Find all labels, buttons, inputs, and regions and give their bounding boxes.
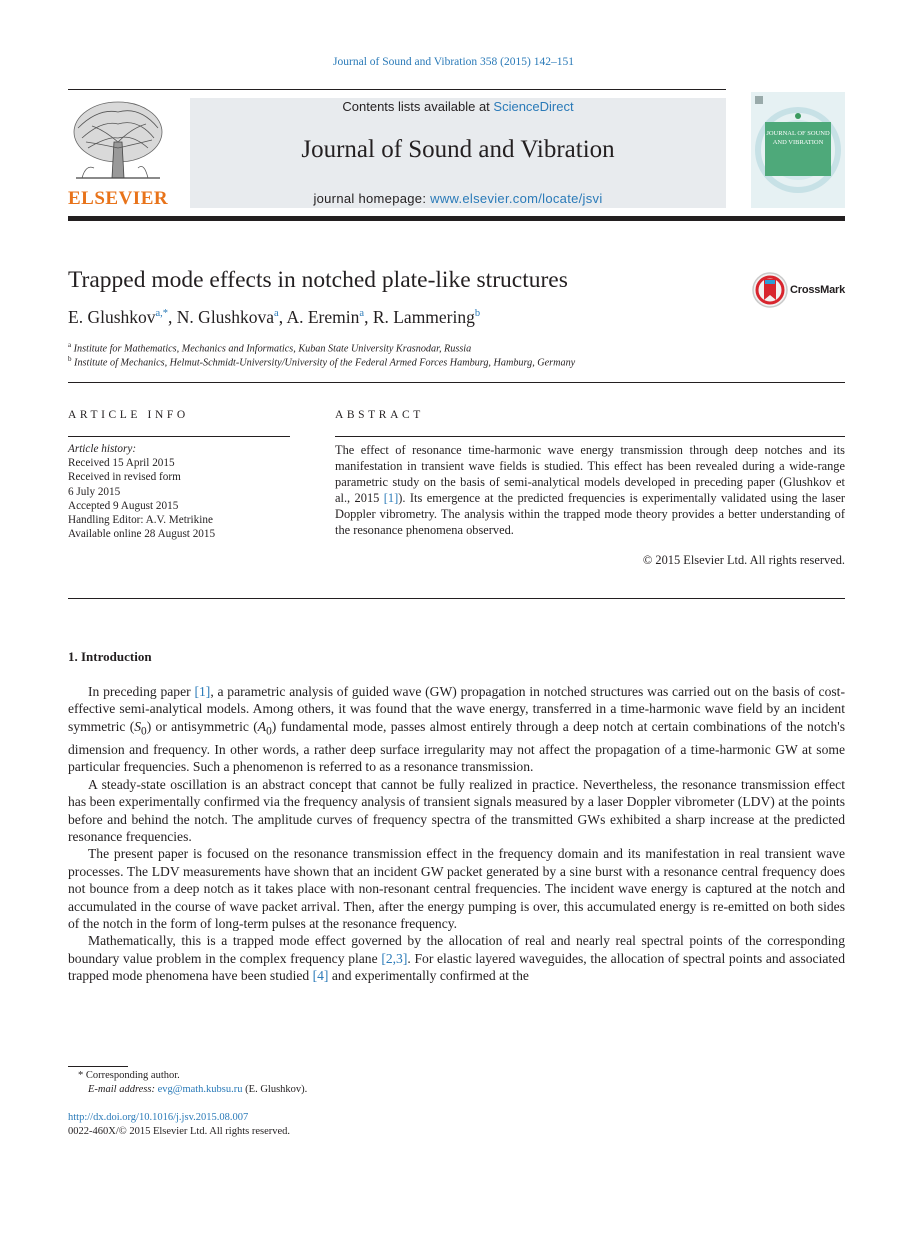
- history-item: Available online 28 August 2015: [68, 528, 216, 541]
- crossmark-icon: [752, 272, 788, 308]
- email-link[interactable]: evg@math.kubsu.ru: [157, 1084, 243, 1095]
- author-affiliation-mark[interactable]: a: [274, 308, 279, 320]
- paragraph: The present paper is focused on the resonance transmission effect in the frequency domain and its manifestation in real transient wave processes. The LDV measurements have shown that an incident GW packet generated by a sine burst with a resonance central frequency does not bounce from a deep notch as it takes place with non-resonant central frequencies. The incident wave energy is captured at the notch and accumulated in the course of wave packet arrival. Then, after the energy pumping is over, this accumulated energy is re-emitted on both sides of the notch in the form of long-term pulses at the resonance frequency.: [68, 846, 845, 931]
- author-name[interactable]: A. Eremin: [286, 307, 360, 327]
- article-info-rule: [68, 436, 290, 437]
- text-run: ) fundamental mode, passes almost entirely through a deep notch at certain combinations of the notch's dimension and frequency. In other words, a rather deep surface irregularity may not affect the propagation of a time-harmonic GW at some particular frequencies. Such a phenomenon is referred to as a resonance transmission.: [68, 718, 845, 775]
- reference-link-2-3[interactable]: [2,3]: [381, 950, 408, 966]
- section-heading-introduction: 1. Introduction: [68, 649, 152, 664]
- affiliation-text: Institute of Mechanics, Helmut-Schmidt-University/University of the Federal Armed Forces Hamburg, Hamburg, Germany: [74, 357, 576, 369]
- abstract-heading: ABSTRACT: [335, 409, 424, 421]
- history-item: Handling Editor: A.V. Metrikine: [68, 514, 213, 527]
- front-matter-end-rule: [68, 598, 845, 599]
- abstract-text-part: The effect of resonance time-harmonic wave energy transmission through deep notches and its manifestation in transient wave fields is studied. This effect has been revealed during a wide-range parametric study on the basis of semi-analytical models developed in preceding paper (Glushkov et al., 2015: [335, 443, 845, 505]
- abstract-body: [335, 442, 845, 538]
- sciencedirect-link[interactable]: ScienceDirect: [493, 99, 574, 114]
- affiliation-mark: b: [68, 355, 72, 363]
- article-info-heading: ARTICLE INFO: [68, 409, 189, 421]
- journal-banner: [190, 98, 726, 208]
- header-thick-rule: [68, 216, 845, 221]
- affiliation-b: [68, 355, 575, 368]
- author-list: [68, 307, 480, 328]
- history-item: Received 15 April 2015: [68, 457, 175, 470]
- author-name[interactable]: E. Glushkov: [68, 307, 156, 327]
- introduction-body: [68, 683, 845, 985]
- article-history: [68, 442, 290, 541]
- author-name[interactable]: R. Lammering: [372, 307, 475, 327]
- affiliation-rule: [68, 382, 845, 383]
- history-heading: Article history:: [68, 443, 137, 455]
- homepage-link[interactable]: www.elsevier.com/locate/jsvi: [430, 191, 603, 206]
- crossmark-badge[interactable]: [752, 272, 847, 308]
- email-owner: (E. Glushkov).: [242, 1084, 308, 1095]
- journal-title: Journal of Sound and Vibration: [301, 136, 615, 163]
- affiliation-text: Institute for Mathematics, Mechanics and Informatics, Kuban State University Krasnodar, Russia: [73, 343, 472, 355]
- history-item: Accepted 9 August 2015: [68, 499, 179, 512]
- symbol-subscript: 0: [266, 725, 272, 738]
- reference-link-4[interactable]: [4]: [312, 968, 329, 984]
- text-run: In preceding paper: [88, 684, 195, 699]
- author-separator: ,: [278, 307, 287, 327]
- doi-link[interactable]: http://dx.doi.org/10.1016/j.jsv.2015.08.007: [68, 1112, 249, 1123]
- homepage-prefix: journal homepage:: [313, 191, 431, 206]
- abstract-text-part: ). Its emergence at the predicted frequencies is experimentally validated using the laser Doppler vibrometry. The analysis within the trapped mode theory provides a better understanding of the resonance phenomena observed.: [335, 491, 846, 537]
- reference-link-1[interactable]: [1]: [383, 491, 399, 505]
- cover-title: JOURNAL OF SOUND AND VIBRATION: [765, 122, 831, 176]
- text-run: ) or antisymmetric (: [146, 718, 258, 734]
- author-affiliation-mark[interactable]: b: [474, 308, 481, 320]
- email-label: E-mail address:: [88, 1084, 158, 1095]
- crossmark-label: CrossMark: [790, 284, 846, 296]
- affiliation-a: [68, 341, 471, 354]
- journal-citation[interactable]: Journal of Sound and Vibration 358 (2015) 142–151: [333, 56, 574, 68]
- header-top-rule: [68, 89, 726, 90]
- issn-copyright: 0022-460X/© 2015 Elsevier Ltd. All rights reserved.: [68, 1126, 291, 1137]
- contents-line: [190, 99, 726, 114]
- elsevier-wordmark: ELSEVIER: [68, 188, 169, 209]
- homepage-line: [190, 191, 726, 206]
- history-item: Received in revised form: [68, 471, 181, 484]
- paragraph: A steady-state oscillation is an abstract concept that cannot be fully realized in practice. Nevertheless, the resonance transmission effect has been experimentally confirmed via the frequency analysis of transient signals measured by a laser Doppler vibrometer (LDV) at the points before and behind the notch. The amplitude curves of frequency spectra of the transmitted GWs exhibited a sharp increase at the predicted resonance frequencies.: [68, 776, 845, 844]
- symbol-subscript: 0: [141, 725, 147, 738]
- author-affiliation-mark[interactable]: a,*: [155, 308, 169, 320]
- reference-link-1[interactable]: [1]: [194, 684, 211, 699]
- text-run: . For elastic layered waveguides, the allocation of spectral points and associated trapped mode phenomena have been studied: [68, 950, 845, 984]
- email-note: [88, 1084, 307, 1095]
- corresponding-author-note: * Corresponding author.: [78, 1070, 180, 1081]
- author-affiliation-mark[interactable]: a: [359, 308, 365, 320]
- author-separator: ,: [168, 307, 177, 327]
- author-name[interactable]: N. Glushkova: [176, 307, 275, 327]
- journal-cover-thumbnail[interactable]: [751, 92, 845, 208]
- abstract-rule: [335, 436, 845, 437]
- symbol-s: S: [134, 718, 142, 734]
- elsevier-tree-icon: [68, 98, 168, 184]
- paragraph: [68, 683, 845, 776]
- footnote-rule: [68, 1066, 128, 1067]
- paragraph: [68, 932, 845, 984]
- author-separator: ,: [364, 307, 373, 327]
- abstract-copyright: © 2015 Elsevier Ltd. All rights reserved.: [642, 553, 845, 567]
- text-run: , a parametric analysis of guided wave (GW) propagation in notched structures was carried out on the basis of cost-effective semi-analytical models. Among others, it was found that the wave energy, transferred in a time-harmonic wave field by an incident symmetric (: [68, 684, 845, 734]
- text-run: Mathematically, this is a trapped mode effect governed by the allocation of real and nearly real spectral points of the corresponding boundary value problem in the complex frequency plane: [68, 933, 845, 966]
- symbol-a: A: [257, 718, 267, 734]
- history-item: 6 July 2015: [68, 485, 121, 498]
- affiliation-mark: a: [68, 341, 72, 349]
- elsevier-logo[interactable]: [68, 98, 168, 210]
- text-run: and experimentally confirmed at the: [328, 968, 529, 984]
- contents-prefix: Contents lists available at: [342, 99, 494, 114]
- article-title: Trapped mode effects in notched plate-like structures: [68, 267, 568, 293]
